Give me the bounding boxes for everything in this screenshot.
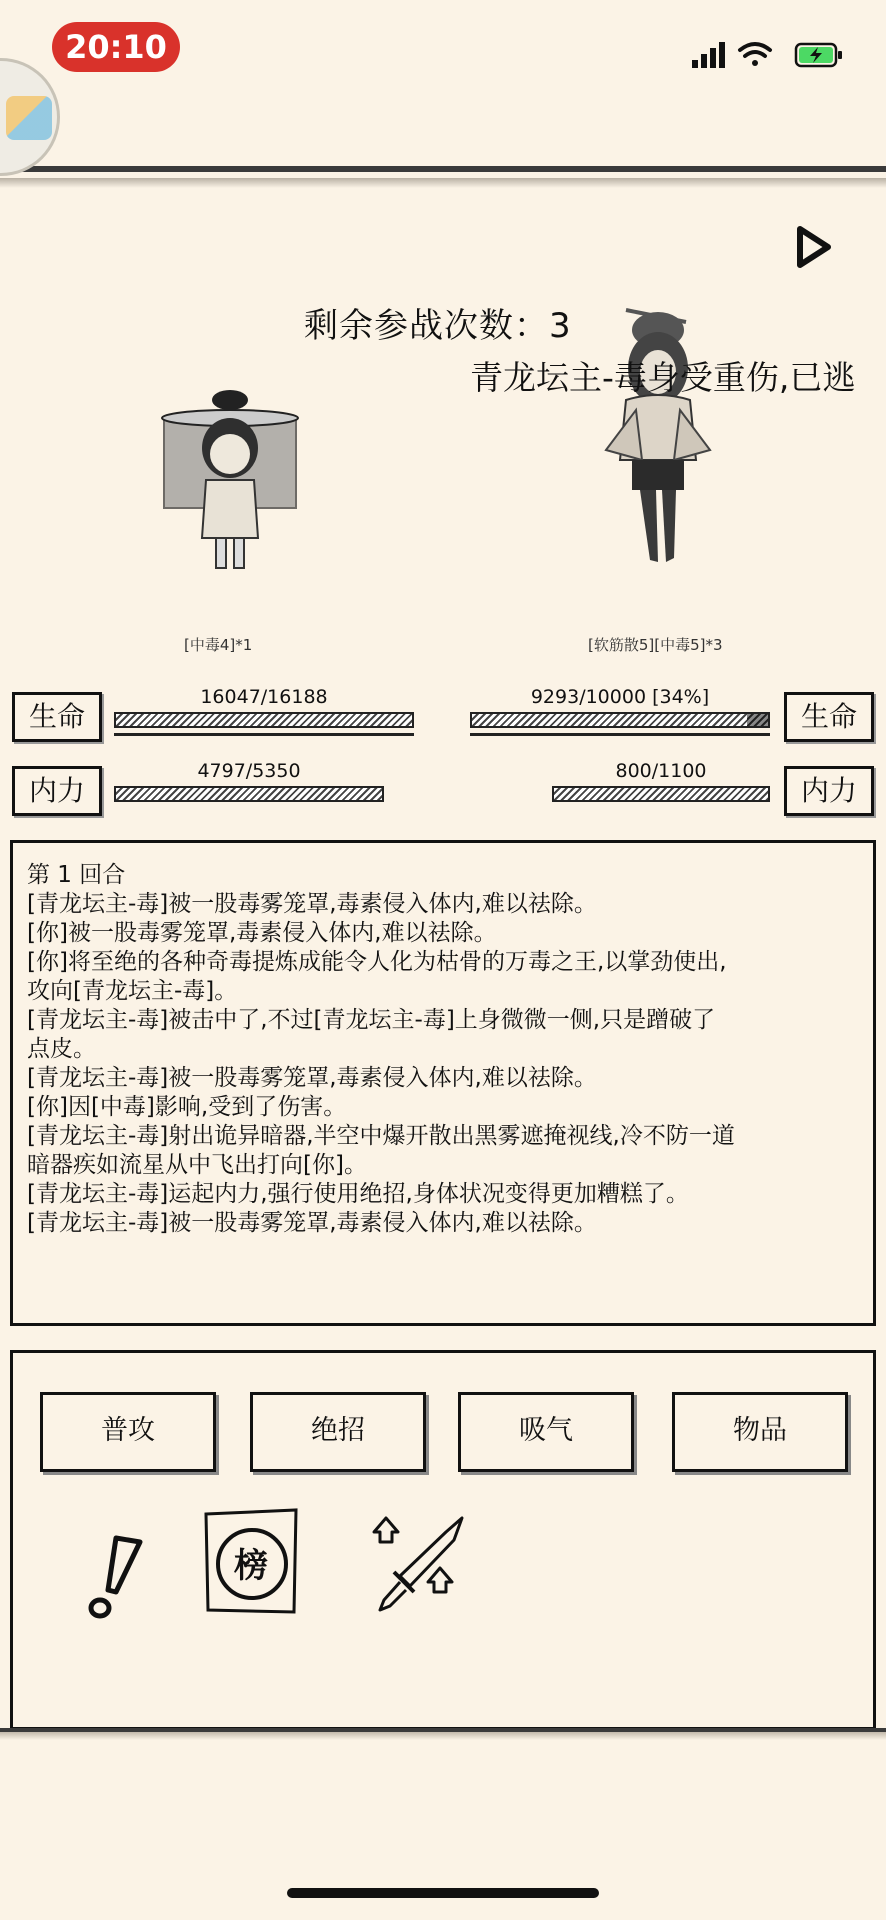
log-line: 点皮。: [27, 1036, 96, 1062]
play-icon[interactable]: [794, 224, 834, 270]
player-hp-underline: [114, 733, 414, 736]
enemy-hp-value: 9293/10000 [34%]: [530, 686, 710, 708]
breathe-button[interactable]: 吸气: [458, 1392, 634, 1472]
items-button[interactable]: 物品: [672, 1392, 848, 1472]
home-indicator[interactable]: [287, 1888, 599, 1898]
enemy-mp-label: 内力: [784, 766, 874, 816]
battery-charging-icon: [796, 44, 842, 66]
remaining-battles-label: 剩余参战次数：: [304, 306, 549, 346]
header-shadow: [0, 178, 886, 188]
enemy-hp-lost-segment: [747, 714, 768, 726]
log-line: 暗器疾如流星从中飞出打向[你]。: [27, 1152, 367, 1178]
ultimate-button[interactable]: 绝招: [250, 1392, 426, 1472]
player-hp-label: 生命: [12, 692, 102, 742]
remaining-battles: [304, 298, 572, 347]
enemy-hp-bar: [470, 712, 770, 728]
log-line: [青龙坛主-毒]被一股毒雾笼罩,毒素侵入体内,难以祛除。: [27, 1210, 597, 1236]
log-line: [青龙坛主-毒]被一股毒雾笼罩,毒素侵入体内,难以祛除。: [27, 1065, 597, 1091]
player-hp-bar: [114, 712, 414, 728]
enemy-hp-label: 生命: [784, 692, 874, 742]
combat-log-lines: [27, 861, 863, 1238]
bottom-band: [0, 1728, 886, 1740]
ranking-char: 榜: [234, 1546, 268, 1586]
player-character-sprite: [160, 388, 300, 578]
battle-banner-text: 青龙坛主-毒身受重伤,已逃: [470, 358, 856, 397]
log-line: [青龙坛主-毒]射出诡异暗器,半空中爆开散出黑雾遮掩视线,冷不防一道: [27, 1123, 735, 1149]
player-status-effects: [中毒4]*1: [184, 636, 253, 654]
log-line: [青龙坛主-毒]被击中了,不过[青龙坛主-毒]上身微微一侧,只是蹭破了: [27, 1007, 716, 1033]
alert-icon[interactable]: [80, 1530, 150, 1620]
log-line: [青龙坛主-毒]运起内力,强行使用绝招,身体状况变得更加糟糕了。: [27, 1181, 689, 1207]
sword-upgrade-icon[interactable]: [370, 1510, 470, 1620]
player-mp-value: 4797/5350: [197, 760, 301, 782]
player-mp-label: 内力: [12, 766, 102, 816]
wifi-icon: [740, 44, 770, 66]
player-hp-value: 16047/16188: [200, 686, 328, 708]
log-line: [你]被一股毒雾笼罩,毒素侵入体内,难以祛除。: [27, 920, 497, 946]
attack-button[interactable]: 普攻: [40, 1392, 216, 1472]
enemy-mp-value: 800/1100: [615, 760, 707, 782]
log-line: [青龙坛主-毒]被一股毒雾笼罩,毒素侵入体内,难以祛除。: [27, 891, 597, 917]
log-line: [你]因[中毒]影响,受到了伤害。: [27, 1094, 347, 1120]
status-icons: [690, 38, 850, 72]
enemy-mp-bar: [552, 786, 770, 802]
combat-log-panel[interactable]: [10, 840, 876, 1326]
signal-icon: [692, 42, 725, 68]
enemy-status-effects: [软筋散5][中毒5]*3: [588, 636, 723, 654]
log-line: [你]将至绝的各种奇毒提炼成能令人化为枯骨的万毒之王,以掌劲使出,: [27, 949, 727, 975]
log-line: 第 1 回合: [27, 862, 126, 888]
enemy-hp-underline: [470, 733, 770, 736]
ranking-icon[interactable]: [202, 1508, 300, 1616]
player-mp-bar: [114, 786, 384, 802]
status-bar-time: 20:10: [52, 22, 180, 72]
remaining-battles-count: 3: [549, 306, 572, 346]
enemy-character-sprite: [596, 300, 716, 580]
log-line: 攻向[青龙坛主-毒]。: [27, 978, 238, 1004]
app-logo-icon: [6, 96, 52, 140]
